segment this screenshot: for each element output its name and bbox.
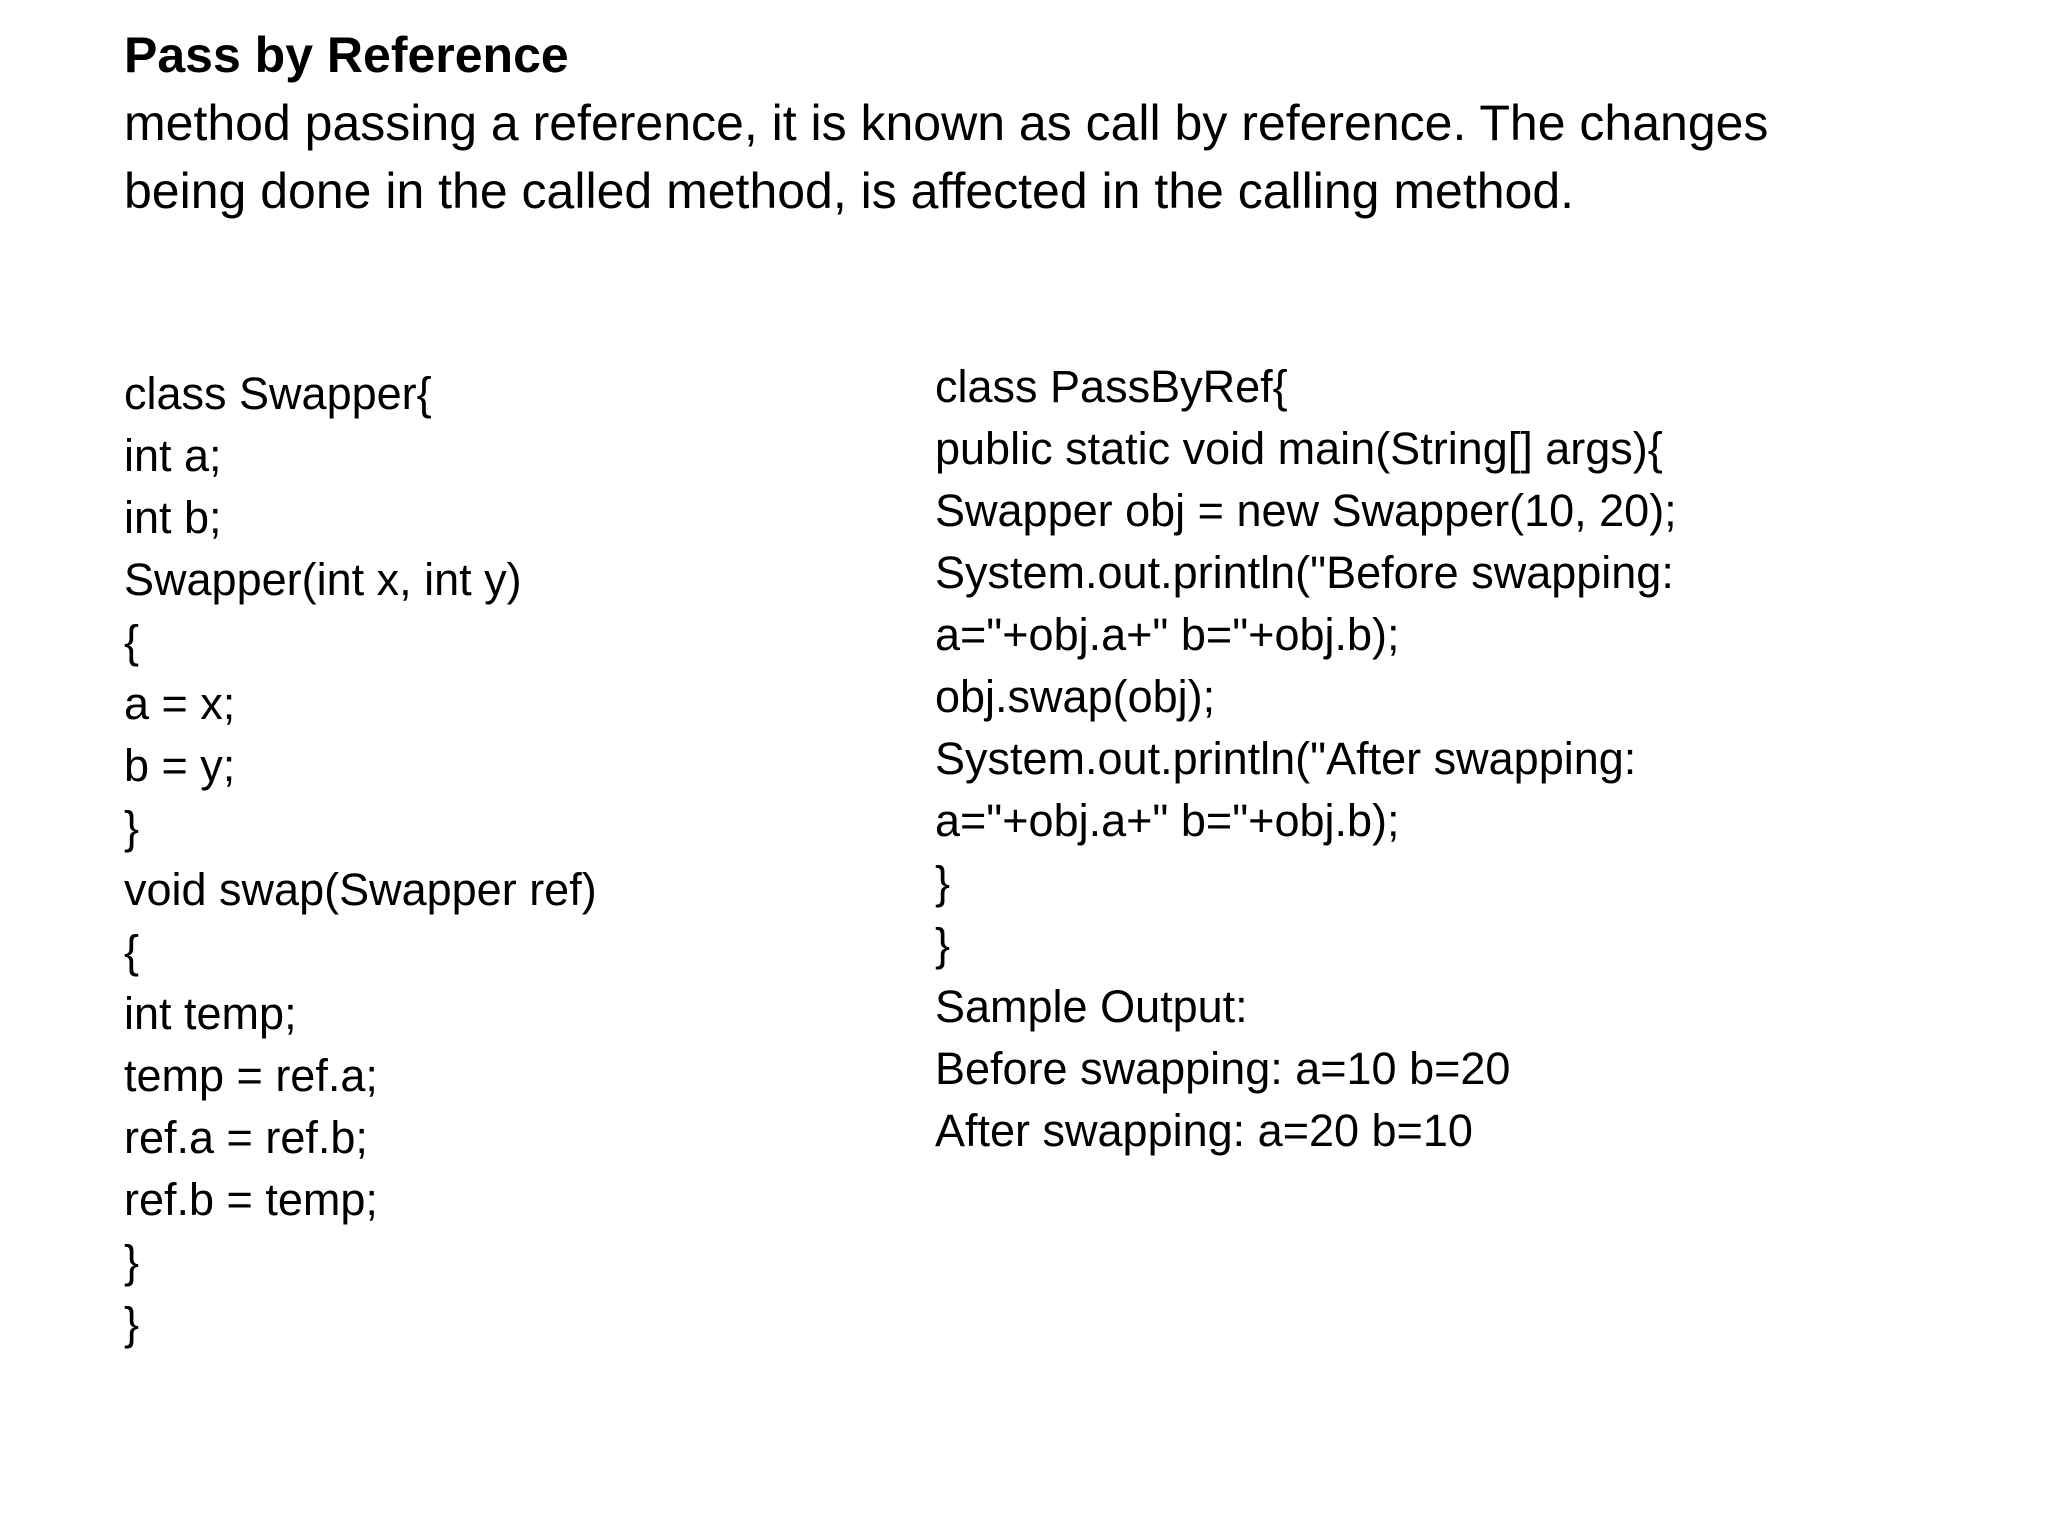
- sample-output-line: After swapping: a=20 b=10: [935, 1105, 1473, 1156]
- sample-output-heading: Sample Output:: [935, 981, 1248, 1032]
- code-line: b = y;: [124, 740, 236, 791]
- code-line: a="+obj.a+" b="+obj.b);: [935, 795, 1400, 846]
- code-line: int a;: [124, 430, 222, 481]
- sample-output-line: Before swapping: a=10 b=20: [935, 1043, 1511, 1094]
- code-line: class Swapper{: [124, 368, 432, 419]
- pass-by-ref-class-code: [935, 356, 1677, 1162]
- intro-line: being done in the called method, is affected in the calling method.: [124, 163, 1575, 219]
- code-line: a = x;: [124, 678, 236, 729]
- code-line: }: [124, 802, 140, 853]
- code-line: }: [935, 857, 951, 908]
- swapper-class-code: [124, 363, 597, 1355]
- code-line: }: [935, 919, 951, 970]
- code-line: {: [124, 616, 140, 667]
- code-line: ref.a = ref.b;: [124, 1112, 368, 1163]
- code-line: class PassByRef{: [935, 361, 1288, 412]
- code-line: a="+obj.a+" b="+obj.b);: [935, 609, 1400, 660]
- code-line: }: [124, 1298, 140, 1349]
- code-line: int temp;: [124, 988, 297, 1039]
- code-line: {: [124, 926, 140, 977]
- code-line: Swapper(int x, int y): [124, 554, 522, 605]
- code-line: System.out.println("Before swapping:: [935, 547, 1674, 598]
- code-line: }: [124, 1236, 140, 1287]
- code-line: public static void main(String[] args){: [935, 423, 1663, 474]
- code-line: System.out.println("After swapping:: [935, 733, 1637, 784]
- code-line: obj.swap(obj);: [935, 671, 1216, 722]
- code-line: ref.b = temp;: [124, 1174, 378, 1225]
- intro-line: method passing a reference, it is known as call by reference. The changes: [124, 95, 1769, 151]
- code-line: Swapper obj = new Swapper(10, 20);: [935, 485, 1677, 536]
- code-line: void swap(Swapper ref): [124, 864, 597, 915]
- slide-title: Pass by Reference: [124, 27, 569, 83]
- intro-paragraph: [124, 89, 1924, 225]
- code-line: temp = ref.a;: [124, 1050, 378, 1101]
- code-line: int b;: [124, 492, 222, 543]
